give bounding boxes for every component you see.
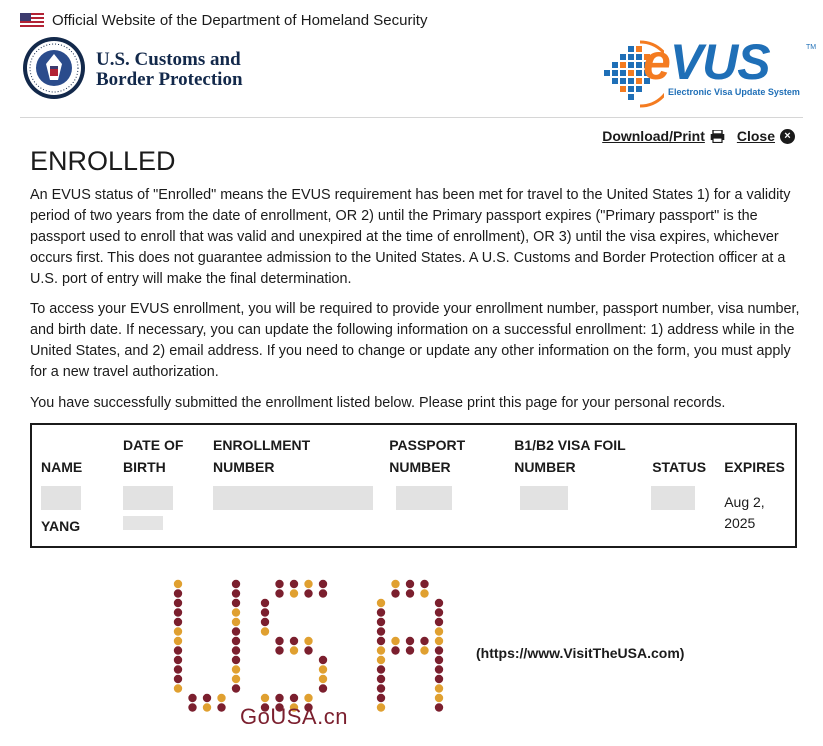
usa-dot (232, 665, 240, 673)
site-header (20, 34, 817, 118)
usa-dot (377, 694, 385, 702)
usa-dot (377, 608, 385, 616)
usa-dot (377, 703, 385, 711)
redacted-status (651, 486, 695, 510)
page-title: ENROLLED (30, 146, 176, 176)
col-header-dob: DATE OF BIRTH (123, 437, 184, 475)
usa-dot (391, 580, 399, 588)
cell-status (643, 486, 715, 547)
redacted-given-name (41, 486, 81, 510)
usa-dot (435, 599, 443, 607)
usa-dot (275, 637, 283, 645)
usa-dot (435, 656, 443, 664)
usa-dot (261, 618, 269, 626)
usa-dot (377, 618, 385, 626)
usa-dot (435, 608, 443, 616)
usa-dot (174, 665, 182, 673)
usa-dot (290, 637, 298, 645)
close-label: Close (736, 128, 775, 144)
download-print-label: Download/Print (602, 128, 705, 144)
usa-dot (377, 599, 385, 607)
official-banner-text: Official Website of the Department of Homeland Security (52, 11, 428, 29)
usa-dot (420, 580, 428, 588)
table-row (31, 486, 796, 547)
col-header-name: NAME (41, 459, 83, 475)
enrollment-table (30, 423, 797, 548)
usa-dot (319, 656, 327, 664)
usa-dot (319, 675, 327, 683)
usa-dot (435, 627, 443, 635)
usa-dot (217, 694, 225, 702)
cell-passport-number (380, 486, 505, 547)
usa-dot (377, 665, 385, 673)
usa-dot (304, 637, 312, 645)
table-header-row (31, 424, 796, 486)
usa-dot (435, 694, 443, 702)
usa-dot (319, 684, 327, 692)
evus-trademark: TM (806, 44, 817, 51)
usa-dot (377, 656, 385, 664)
enrollment-access-instructions: To access your EVUS enrollment, you will be required to provide your enrollment number, passport number, visa number, and birth date. If necessary, you can update the following information on a successful enrollment: 1) address while in the United States, and 2) email address. If you need to change or update any other information on the form, you must apply for a new travel authorization. (30, 301, 800, 380)
usa-dot (174, 618, 182, 626)
usa-dot (391, 637, 399, 645)
usa-dot (261, 599, 269, 607)
usa-dot (290, 646, 298, 654)
usa-dot (406, 580, 414, 588)
usa-dot (188, 703, 196, 711)
usa-dot (275, 646, 283, 654)
usa-dot (232, 684, 240, 692)
official-banner (20, 10, 427, 30)
cell-visa-number (505, 486, 643, 547)
cbp-wordmark[interactable] (96, 50, 243, 90)
usa-dot (406, 589, 414, 597)
usa-dot (203, 703, 211, 711)
usa-dot (232, 599, 240, 607)
gousa-wordmark: GoUSA.cn (240, 704, 348, 729)
usa-dot (435, 684, 443, 692)
usa-dot (319, 589, 327, 597)
redacted-dob (123, 486, 173, 510)
redacted-dob-year (123, 516, 163, 530)
usa-dot (275, 694, 283, 702)
usa-dot (406, 637, 414, 645)
usa-dot (304, 580, 312, 588)
usa-dot (203, 694, 211, 702)
usa-dot (406, 646, 414, 654)
col-header-enrollment: ENROLLMENT NUMBER (213, 437, 311, 475)
usa-dot (304, 646, 312, 654)
redacted-passport-number (396, 486, 452, 510)
usa-dot (290, 694, 298, 702)
usa-dot (420, 637, 428, 645)
usa-dot (174, 589, 182, 597)
us-flag-icon (20, 13, 44, 27)
usa-dot (232, 675, 240, 683)
usa-dot (435, 618, 443, 626)
usa-dot (174, 599, 182, 607)
cell-enrollment-number (204, 486, 380, 547)
usa-dot (174, 684, 182, 692)
usa-dot (304, 589, 312, 597)
usa-dot (391, 646, 399, 654)
cbp-wordmark-line1: U.S. Customs and (96, 49, 241, 70)
usa-dot (174, 627, 182, 635)
close-link[interactable] (737, 128, 795, 144)
usa-dot (391, 589, 399, 597)
usa-dot (174, 637, 182, 645)
cell-dob (114, 486, 204, 547)
usa-dot (435, 665, 443, 673)
surname-text: YANG (41, 518, 81, 534)
col-header-status: STATUS (652, 459, 707, 475)
redacted-enrollment-number (213, 486, 373, 510)
usa-dot (232, 580, 240, 588)
page-actions (602, 128, 795, 144)
usa-dot (435, 675, 443, 683)
usa-dot (174, 608, 182, 616)
usa-dot (377, 684, 385, 692)
col-header-passport: PASSPORT NUMBER (389, 437, 466, 475)
usa-dot (290, 580, 298, 588)
col-header-visa: B1/B2 VISA FOIL NUMBER (514, 437, 626, 475)
usa-dot (261, 608, 269, 616)
usa-dot (217, 703, 225, 711)
usa-dot (435, 637, 443, 645)
usa-dot (275, 580, 283, 588)
usa-dot (420, 646, 428, 654)
usa-dot (232, 627, 240, 635)
close-icon: × (780, 129, 795, 144)
cbp-wordmark-line2: Border Protection (96, 69, 243, 90)
usa-dot (377, 637, 385, 645)
usa-dot (232, 608, 240, 616)
usa-dot (174, 656, 182, 664)
dhs-seal-icon[interactable] (22, 36, 86, 100)
submission-confirmation: You have successfully submitted the enrollment listed below. Please print this page for your personal records. (30, 395, 726, 411)
usa-dot (420, 589, 428, 597)
col-header-expires: EXPIRES (724, 459, 785, 475)
usa-dot (232, 637, 240, 645)
visit-the-usa-link[interactable]: (https://www.VisitTheUSA.com) (476, 645, 685, 661)
usa-dot (174, 580, 182, 588)
usa-dot (377, 675, 385, 683)
usa-dot (304, 694, 312, 702)
cell-name (31, 486, 114, 547)
usa-dot (435, 646, 443, 654)
usa-dot (290, 589, 298, 597)
usa-dot (261, 694, 269, 702)
usa-dot (319, 580, 327, 588)
usa-dot (232, 656, 240, 664)
usa-dot (261, 627, 269, 635)
usa-dot (377, 627, 385, 635)
usa-dot-letters (174, 580, 443, 712)
usa-dot (232, 646, 240, 654)
usa-dot (188, 694, 196, 702)
evus-wordmark: eVUS (643, 34, 770, 90)
usa-dot (232, 589, 240, 597)
usa-dot (174, 675, 182, 683)
usa-dot (435, 703, 443, 711)
download-print-link[interactable] (602, 128, 725, 144)
printer-icon (710, 130, 725, 143)
usa-dot (275, 589, 283, 597)
evus-tagline: Electronic Visa Update System (668, 87, 800, 97)
redacted-visa-number (520, 486, 568, 510)
evus-logo[interactable] (580, 34, 817, 110)
usa-dot (232, 618, 240, 626)
expires-value: Aug 2, 2025 (724, 494, 765, 531)
usa-dot (377, 646, 385, 654)
usa-dot (319, 665, 327, 673)
cell-expires (715, 486, 796, 547)
enrolled-status-explanation: An EVUS status of "Enrolled" means the EVUS requirement has been met for travel to the United States 1) for a validity period of two years from the date of enrollment, OR 2) until the Primary passport expires ("Primary passport" is the passport used to enroll that was valid and unexpired at the time of enrollment), OR 3) until the visa expires, whichever occurs first. This does not guarantee admission to the United States. A U.S. Customs and Border Protection officer at a U.S. port of entry will make the final determination. (30, 187, 791, 287)
usa-dot (174, 646, 182, 654)
